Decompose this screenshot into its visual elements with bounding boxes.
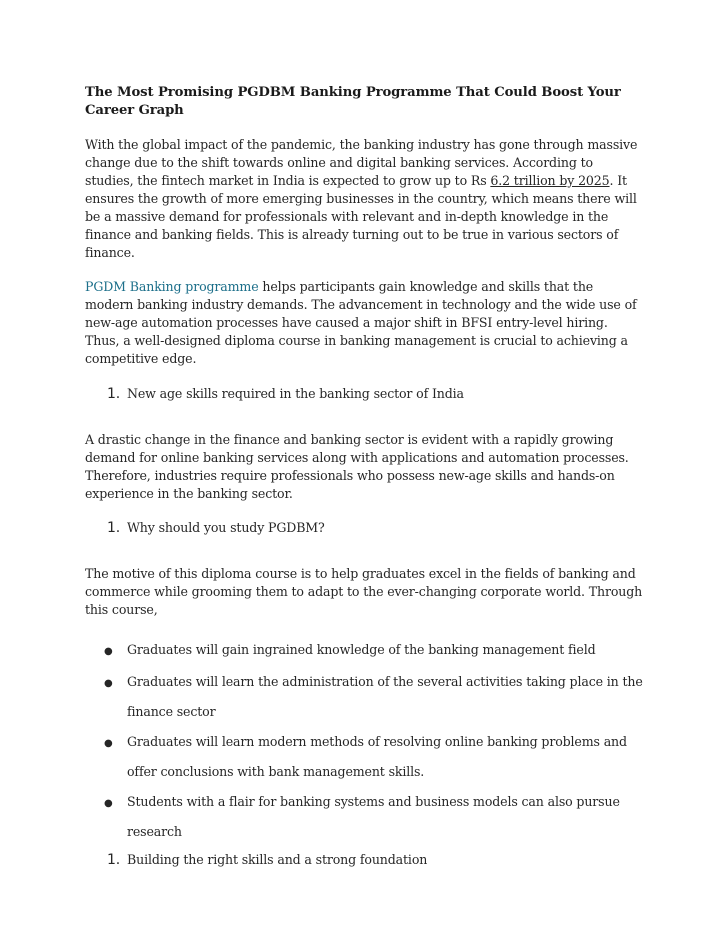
fintech-market-link[interactable]: 6.2 trillion by 2025	[490, 173, 610, 188]
bullet-icon: ●	[104, 646, 113, 657]
section-heading-text: New age skills required in the banking sector of India	[127, 386, 464, 401]
intro-text-start: With the global impact of the pandemic, the banking industry has gone through massive change due to the shift towards online and digital banking services. According to studies, the fintech market in India is expected to grow up to Rs	[85, 137, 638, 188]
intro-text-end: . It ensures the growth of more emerging businesses in the country, which means there will be a massive demand for professionals with relevant and in-depth knowledge in the finance and banking fields. This is already turning out to be true in various sectors of finance.	[85, 173, 637, 260]
list-number: 1.	[106, 386, 120, 402]
document-body	[85, 84, 645, 869]
bullet-icon: ●	[104, 738, 113, 749]
page-title: The Most Promising PGDBM Banking Programme That Could Boost Your Career Graph	[85, 85, 621, 118]
bullet-icon: ●	[104, 678, 113, 689]
section-heading-why-study	[85, 519, 645, 537]
bullet-icon: ●	[104, 798, 113, 809]
list-number: 1.	[106, 520, 120, 536]
intro-paragraph	[85, 136, 645, 262]
section-heading-new-age-skills	[85, 385, 645, 403]
programme-text: helps participants gain knowledge and skills that the modern banking industry demands. The advancement in technology and the wide use of new-age automation processes have caused a major shift in BFSI entry-level hiring. Thus, a well-designed diploma course in banking management is crucial to achieving a competitive edge.	[85, 279, 637, 366]
programme-paragraph	[85, 278, 645, 368]
list-item	[85, 787, 645, 847]
motive-paragraph: The motive of this diploma course is to help graduates excel in the fields of banking and commerce while grooming them to adapt to the ever-changing corporate world. Through this course,	[85, 566, 643, 617]
list-number: 1.	[106, 852, 120, 868]
list-item	[85, 727, 645, 787]
benefits-list	[85, 635, 645, 847]
list-item	[85, 667, 645, 727]
list-item-text: Students with a flair for banking systems and business models can also pursue research	[127, 794, 620, 839]
skills-paragraph: A drastic change in the finance and banking sector is evident with a rapidly growing demand for online banking services along with applications and automation processes. Therefore, industries require professionals who possess new-age skills and hands-on experience in the banking sector.	[85, 432, 629, 501]
section-heading-building-skills	[85, 851, 645, 869]
section-heading-text: Why should you study PGDBM?	[127, 520, 325, 535]
list-item-text: Graduates will learn the administration of the several activities taking place in the finance sector	[127, 674, 643, 719]
list-item-text: Graduates will gain ingrained knowledge of the banking management field	[127, 642, 596, 657]
section-heading-text: Building the right skills and a strong foundation	[127, 852, 428, 867]
pgdm-banking-programme-link[interactable]: PGDM Banking programme	[85, 279, 259, 294]
list-item-text: Graduates will learn modern methods of resolving online banking problems and offer conclusions with bank management skills.	[127, 734, 627, 779]
list-item	[85, 635, 645, 667]
